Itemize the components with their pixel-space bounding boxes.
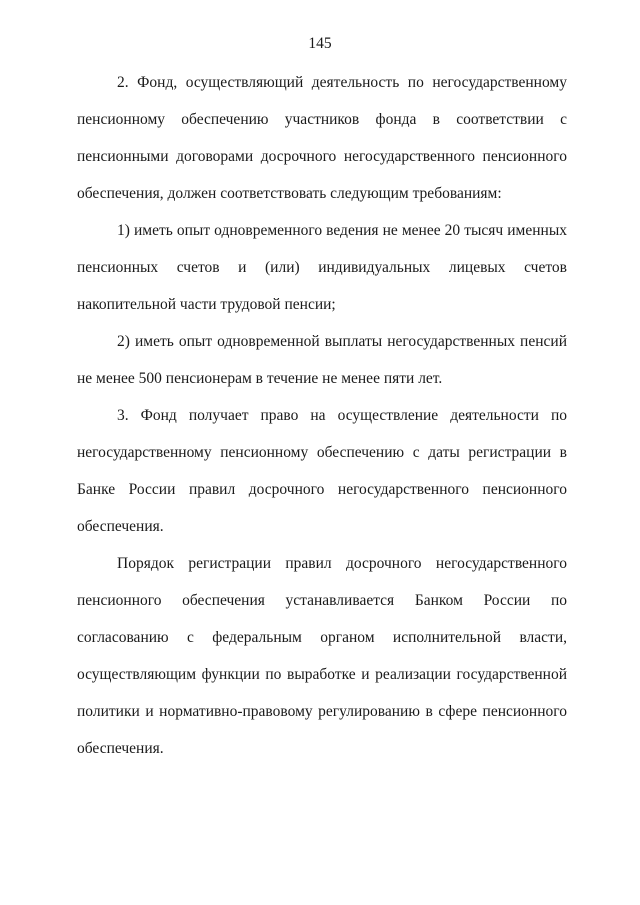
text-line: не менее 500 пенсионерам в течение не менее пяти лет. [77,370,443,387]
text-line: пенсионного обеспечения устанавливается Банком России по [77,592,567,609]
paragraph-registration-order [77,545,567,767]
text-line: 3. Фонд получает право на осуществление деятельности по [117,407,567,424]
text-line: Банке России правил досрочного негосударственного пенсионного [77,481,567,498]
text-line: пенсионных счетов и (или) индивидуальных лицевых счетов [77,259,567,276]
text-line: 2) иметь опыт одновременной выплаты негосударственных пенсий [117,333,567,350]
paragraph-subitem-2 [77,323,567,397]
paragraph-item-2 [77,64,567,212]
text-line: пенсионному обеспечению участников фонда в соответствии с [77,111,567,128]
text-line: Порядок регистрации правил досрочного негосударственного [117,555,567,572]
text-line: обеспечения. [77,518,164,535]
text-line: накопительной части трудовой пенсии; [77,296,336,313]
text-line: пенсионными договорами досрочного негосударственного пенсионного [77,148,567,165]
text-line: негосударственному пенсионному обеспечению с даты регистрации в [77,444,567,461]
text-line: обеспечения. [77,740,164,757]
text-line: согласованию с федеральным органом исполнительной власти, [77,629,567,646]
document-body [77,64,567,767]
text-line: осуществляющим функции по выработке и реализации государственной [77,666,567,683]
page-number: 145 [308,35,332,52]
text-line: 1) иметь опыт одновременного ведения не менее 20 тысяч именных [117,222,567,239]
text-line: обеспечения, должен соответствовать следующим требованиям: [77,185,502,202]
text-line: 2. Фонд, осуществляющий деятельность по негосударственному [117,74,567,91]
paragraph-subitem-1 [77,212,567,323]
paragraph-item-3 [77,397,567,545]
text-line: политики и нормативно-правовому регулированию в сфере пенсионного [77,703,567,720]
